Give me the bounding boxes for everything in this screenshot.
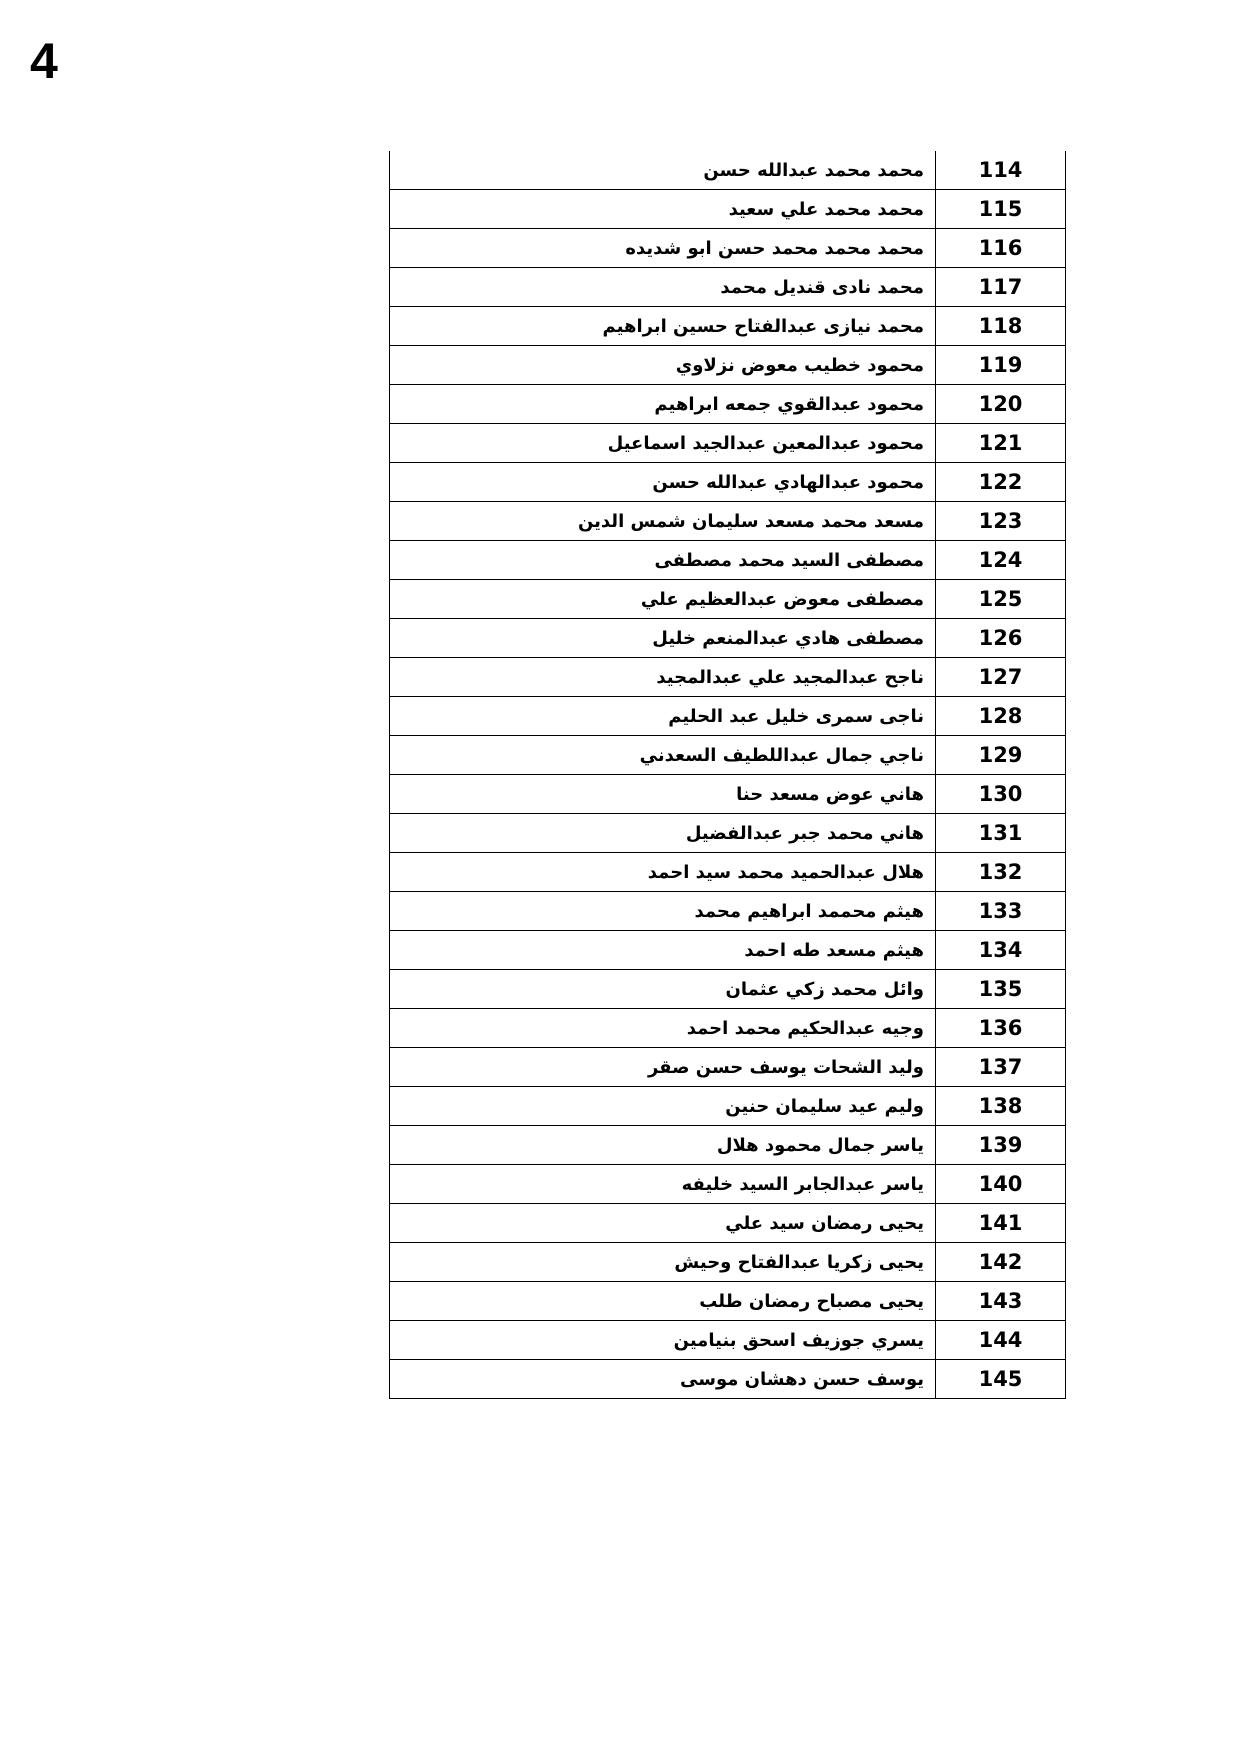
table-row bbox=[390, 1048, 1066, 1087]
name-cell: وليد الشحات يوسف حسن صقر bbox=[390, 1048, 936, 1087]
name-cell: يحيى رمضان سيد علي bbox=[390, 1204, 936, 1243]
name-cell: محمود عبدالمعين عبدالجيد اسماعيل bbox=[390, 424, 936, 463]
name-cell: ياسر عبدالجابر السيد خليفه bbox=[390, 1165, 936, 1204]
name-cell: يوسف حسن دهشان موسى bbox=[390, 1360, 936, 1399]
number-cell: 136 bbox=[936, 1009, 1066, 1048]
number-cell: 115 bbox=[936, 190, 1066, 229]
table-row bbox=[390, 1009, 1066, 1048]
number-cell: 124 bbox=[936, 541, 1066, 580]
number-cell: 128 bbox=[936, 697, 1066, 736]
name-cell: هيثم مسعد طه احمد bbox=[390, 931, 936, 970]
name-cell: محمد محمد علي سعيد bbox=[390, 190, 936, 229]
number-cell: 118 bbox=[936, 307, 1066, 346]
name-cell: هيثم محممد ابراهيم محمد bbox=[390, 892, 936, 931]
name-cell: وجيه عبدالحكيم محمد احمد bbox=[390, 1009, 936, 1048]
name-cell: محمد محمد عبدالله حسن bbox=[390, 151, 936, 190]
table-row bbox=[390, 775, 1066, 814]
number-cell: 134 bbox=[936, 931, 1066, 970]
name-cell: ناجح عبدالمجيد علي عبدالمجيد bbox=[390, 658, 936, 697]
page-number: 4 bbox=[30, 33, 58, 89]
table-row bbox=[390, 580, 1066, 619]
name-cell: محمد نيازى عبدالفتاح حسين ابراهيم bbox=[390, 307, 936, 346]
name-cell: وائل محمد زكي عثمان bbox=[390, 970, 936, 1009]
table-row bbox=[390, 697, 1066, 736]
number-cell: 130 bbox=[936, 775, 1066, 814]
table-row bbox=[390, 736, 1066, 775]
table-row bbox=[390, 931, 1066, 970]
number-cell: 142 bbox=[936, 1243, 1066, 1282]
table-row bbox=[390, 385, 1066, 424]
name-cell: مسعد محمد مسعد سليمان شمس الدين bbox=[390, 502, 936, 541]
number-cell: 120 bbox=[936, 385, 1066, 424]
number-cell: 139 bbox=[936, 1126, 1066, 1165]
table-row bbox=[390, 1204, 1066, 1243]
table-row bbox=[390, 892, 1066, 931]
number-cell: 131 bbox=[936, 814, 1066, 853]
name-cell: محمود عبدالهادي عبدالله حسن bbox=[390, 463, 936, 502]
number-cell: 126 bbox=[936, 619, 1066, 658]
table-row bbox=[390, 1243, 1066, 1282]
name-cell: يسري جوزيف اسحق بنيامين bbox=[390, 1321, 936, 1360]
name-cell: ناجي جمال عبداللطيف السعدني bbox=[390, 736, 936, 775]
name-cell: مصطفى السيد محمد مصطفى bbox=[390, 541, 936, 580]
name-cell: محمود عبدالقوي جمعه ابراهيم bbox=[390, 385, 936, 424]
number-cell: 140 bbox=[936, 1165, 1066, 1204]
table-row bbox=[390, 1087, 1066, 1126]
number-cell: 141 bbox=[936, 1204, 1066, 1243]
name-cell: ياسر جمال محمود هلال bbox=[390, 1126, 936, 1165]
table-row bbox=[390, 1282, 1066, 1321]
number-cell: 127 bbox=[936, 658, 1066, 697]
number-cell: 132 bbox=[936, 853, 1066, 892]
name-cell: يحيى مصباح رمضان طلب bbox=[390, 1282, 936, 1321]
table-row bbox=[390, 229, 1066, 268]
table-row bbox=[390, 970, 1066, 1009]
name-cell: هاني عوض مسعد حنا bbox=[390, 775, 936, 814]
number-cell: 129 bbox=[936, 736, 1066, 775]
number-cell: 121 bbox=[936, 424, 1066, 463]
table-row bbox=[390, 1165, 1066, 1204]
number-cell: 133 bbox=[936, 892, 1066, 931]
table-row bbox=[390, 307, 1066, 346]
name-cell: ناجى سمرى خليل عبد الحليم bbox=[390, 697, 936, 736]
name-cell: يحيى زكريا عبدالفتاح وحيش bbox=[390, 1243, 936, 1282]
name-cell: محمود خطيب معوض نزلاوي bbox=[390, 346, 936, 385]
number-cell: 137 bbox=[936, 1048, 1066, 1087]
table-row bbox=[390, 151, 1066, 190]
table-row bbox=[390, 463, 1066, 502]
number-cell: 145 bbox=[936, 1360, 1066, 1399]
number-cell: 125 bbox=[936, 580, 1066, 619]
number-cell: 117 bbox=[936, 268, 1066, 307]
number-cell: 122 bbox=[936, 463, 1066, 502]
table-row bbox=[390, 190, 1066, 229]
table-row bbox=[390, 541, 1066, 580]
number-cell: 143 bbox=[936, 1282, 1066, 1321]
number-cell: 114 bbox=[936, 151, 1066, 190]
table-row bbox=[390, 658, 1066, 697]
number-cell: 123 bbox=[936, 502, 1066, 541]
number-cell: 144 bbox=[936, 1321, 1066, 1360]
number-cell: 138 bbox=[936, 1087, 1066, 1126]
table-row bbox=[390, 1360, 1066, 1399]
table-row bbox=[390, 1126, 1066, 1165]
name-cell: هاني محمد جبر عبدالفضيل bbox=[390, 814, 936, 853]
name-cell: مصطفى معوض عبدالعظيم علي bbox=[390, 580, 936, 619]
name-cell: مصطفى هادي عبدالمنعم خليل bbox=[390, 619, 936, 658]
table-row bbox=[390, 346, 1066, 385]
number-cell: 135 bbox=[936, 970, 1066, 1009]
table-row bbox=[390, 619, 1066, 658]
table-row bbox=[390, 268, 1066, 307]
number-cell: 116 bbox=[936, 229, 1066, 268]
name-cell: محمد محمد محمد حسن ابو شديده bbox=[390, 229, 936, 268]
table-row bbox=[390, 1321, 1066, 1360]
table-row bbox=[390, 814, 1066, 853]
names-table bbox=[389, 151, 1066, 1399]
table-body bbox=[390, 151, 1066, 1399]
name-cell: هلال عبدالحميد محمد سيد احمد bbox=[390, 853, 936, 892]
name-cell: وليم عيد سليمان حنين bbox=[390, 1087, 936, 1126]
table-row bbox=[390, 424, 1066, 463]
table-row bbox=[390, 853, 1066, 892]
number-cell: 119 bbox=[936, 346, 1066, 385]
table-row bbox=[390, 502, 1066, 541]
name-cell: محمد نادى قنديل محمد bbox=[390, 268, 936, 307]
